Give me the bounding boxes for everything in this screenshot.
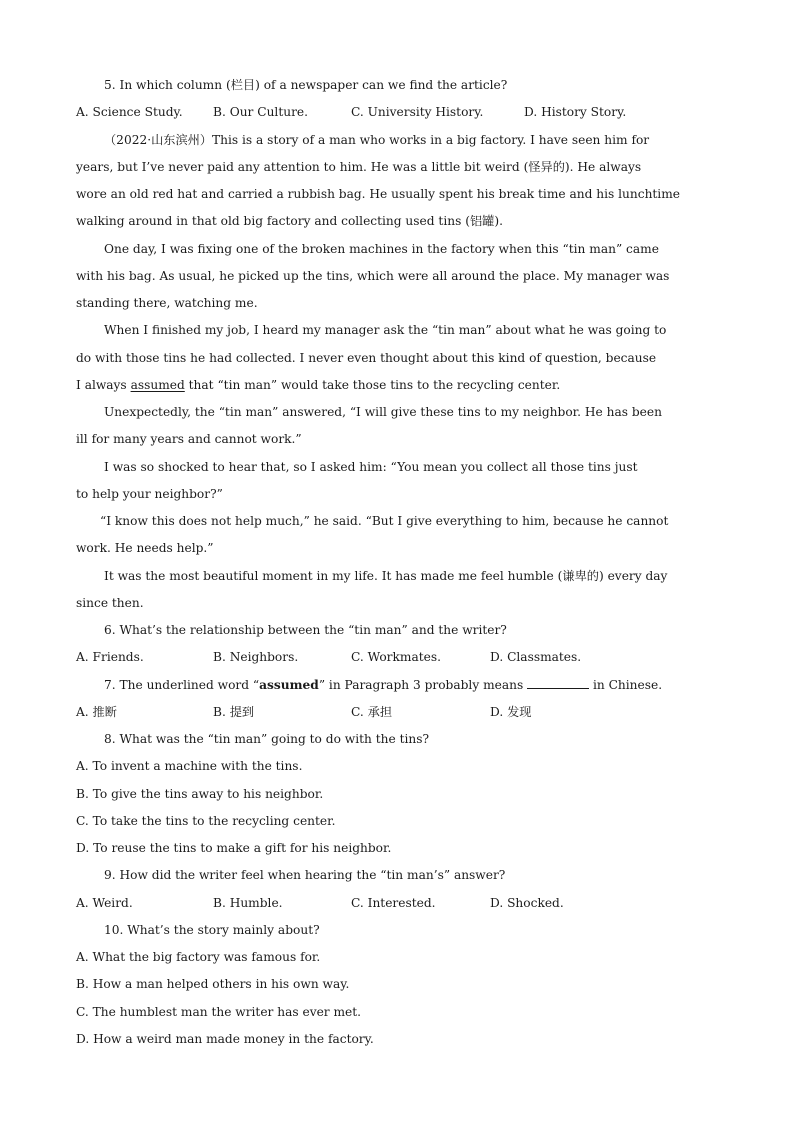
passage-p4-line2: ill for many years and cannot work.” (76, 432, 302, 447)
passage-p5-line2: to help your neighbor?” (76, 486, 223, 501)
answer-blank[interactable] (527, 676, 589, 689)
q6-options (76, 644, 720, 671)
q5-option-c: C. University History. (351, 105, 484, 120)
q9-option-b: B. Humble. (213, 895, 283, 910)
q10-option-b: B. How a man helped others in his own way. (76, 977, 350, 992)
q9-option-a: A. Weird. (76, 895, 133, 910)
q7-option-d: D. 发现 (490, 704, 532, 719)
passage-p1-line4: walking around in that old big factory and collecting used tins (铝罐). (76, 214, 503, 229)
passage-p2-line3: standing there, watching me. (76, 296, 258, 310)
q7-stem-post: in Chinese. (589, 677, 663, 692)
passage-p6-line2: work. He needs help.” (76, 541, 214, 556)
q7-stem-pre: 7. The underlined word “ (104, 677, 260, 692)
passage-p3-line3-post: that “tin man” would take those tins to the recycling center. (184, 377, 561, 392)
q10-option-c: C. The humblest man the writer has ever met. (76, 1004, 362, 1019)
q6-option-a: A. Friends. (76, 650, 144, 665)
q7-stem (76, 672, 720, 699)
q10-option-d: D. How a weird man made money in the factory. (76, 1031, 374, 1046)
q8-stem: 8. What was the “tin man” going to do with the tins? (104, 732, 430, 746)
q8-option-d: D. To reuse the tins to make a gift for his neighbor. (76, 841, 392, 855)
passage-p1-line3: wore an old red hat and carried a rubbish bag. He usually spent his break time and his lunchtime (76, 187, 680, 201)
q9-option-c: C. Interested. (351, 895, 436, 910)
q5-options (76, 99, 720, 126)
q6-stem: 6. What’s the relationship between the “tin man” and the writer? (104, 623, 507, 637)
passage-p6-line1: “I know this does not help much,” he said. “But I give everything to him, because he cannot (100, 514, 669, 528)
q10-stem: 10. What’s the story mainly about? (104, 922, 320, 937)
q10-option-a: A. What the big factory was famous for. (76, 950, 321, 964)
passage-p3-line2: do with those tins he had collected. I never even thought about this kind of question, because (76, 350, 657, 365)
passage-p2-line2: with his bag. As usual, he picked up the tins, which were all around the place. My manager was (76, 268, 670, 283)
q5-option-d: D. History Story. (524, 105, 627, 120)
passage-p3-line3-pre: I always (76, 377, 131, 392)
q9-stem: 9. How did the writer feel when hearing the “tin man’s” answer? (104, 868, 506, 883)
document-page (76, 72, 720, 1053)
q6-option-d: D. Classmates. (490, 650, 582, 665)
passage-p4-line1: Unexpectedly, the “tin man” answered, “I will give these tins to my neighbor. He has been (104, 405, 662, 419)
passage-p3-line3 (76, 372, 720, 399)
q7-option-a: A. 推断 (76, 704, 117, 719)
q9-options (76, 890, 720, 917)
q6-option-c: C. Workmates. (351, 650, 441, 665)
q8-option-a: A. To invent a machine with the tins. (76, 759, 303, 774)
q8-option-c: C. To take the tins to the recycling center. (76, 813, 336, 828)
q8-option-b: B. To give the tins away to his neighbor. (76, 786, 324, 801)
passage-p7-line1: It was the most beautiful moment in my life. It has made me feel humble (谦卑的) every day (104, 568, 668, 583)
q7-stem-mid: ” in Paragraph 3 probably means (318, 677, 528, 692)
q9-option-d: D. Shocked. (490, 895, 564, 910)
q5-option-b: B. Our Culture. (213, 105, 308, 120)
q5-option-a: A. Science Study. (76, 105, 183, 120)
passage-p7-line2: since then. (76, 595, 144, 610)
q7-options (76, 699, 720, 726)
passage-p5-line1: I was so shocked to hear that, so I asked him: “You mean you collect all those tins just (104, 459, 638, 474)
underlined-word-assumed: assumed (130, 377, 185, 392)
passage-p1-line2: years, but I’ve never paid any attention to him. He was a little bit weird (怪异的). He always (76, 159, 642, 174)
q7-option-b: B. 提到 (213, 704, 255, 719)
passage-p3-line1: When I finished my job, I heard my manager ask the “tin man” about what he was going to (104, 323, 667, 338)
q7-stem-word: assumed (259, 677, 319, 692)
q6-option-b: B. Neighbors. (213, 650, 299, 665)
passage-p1-line1: （2022·山东滨州）This is a story of a man who works in a big factory. I have seen him for (104, 132, 650, 147)
q7-option-c: C. 承担 (351, 704, 393, 719)
q5-stem: 5. In which column (栏目) of a newspaper can we find the article? (104, 78, 508, 92)
passage-p2-line1: One day, I was fixing one of the broken machines in the factory when this “tin man” came (104, 241, 659, 256)
